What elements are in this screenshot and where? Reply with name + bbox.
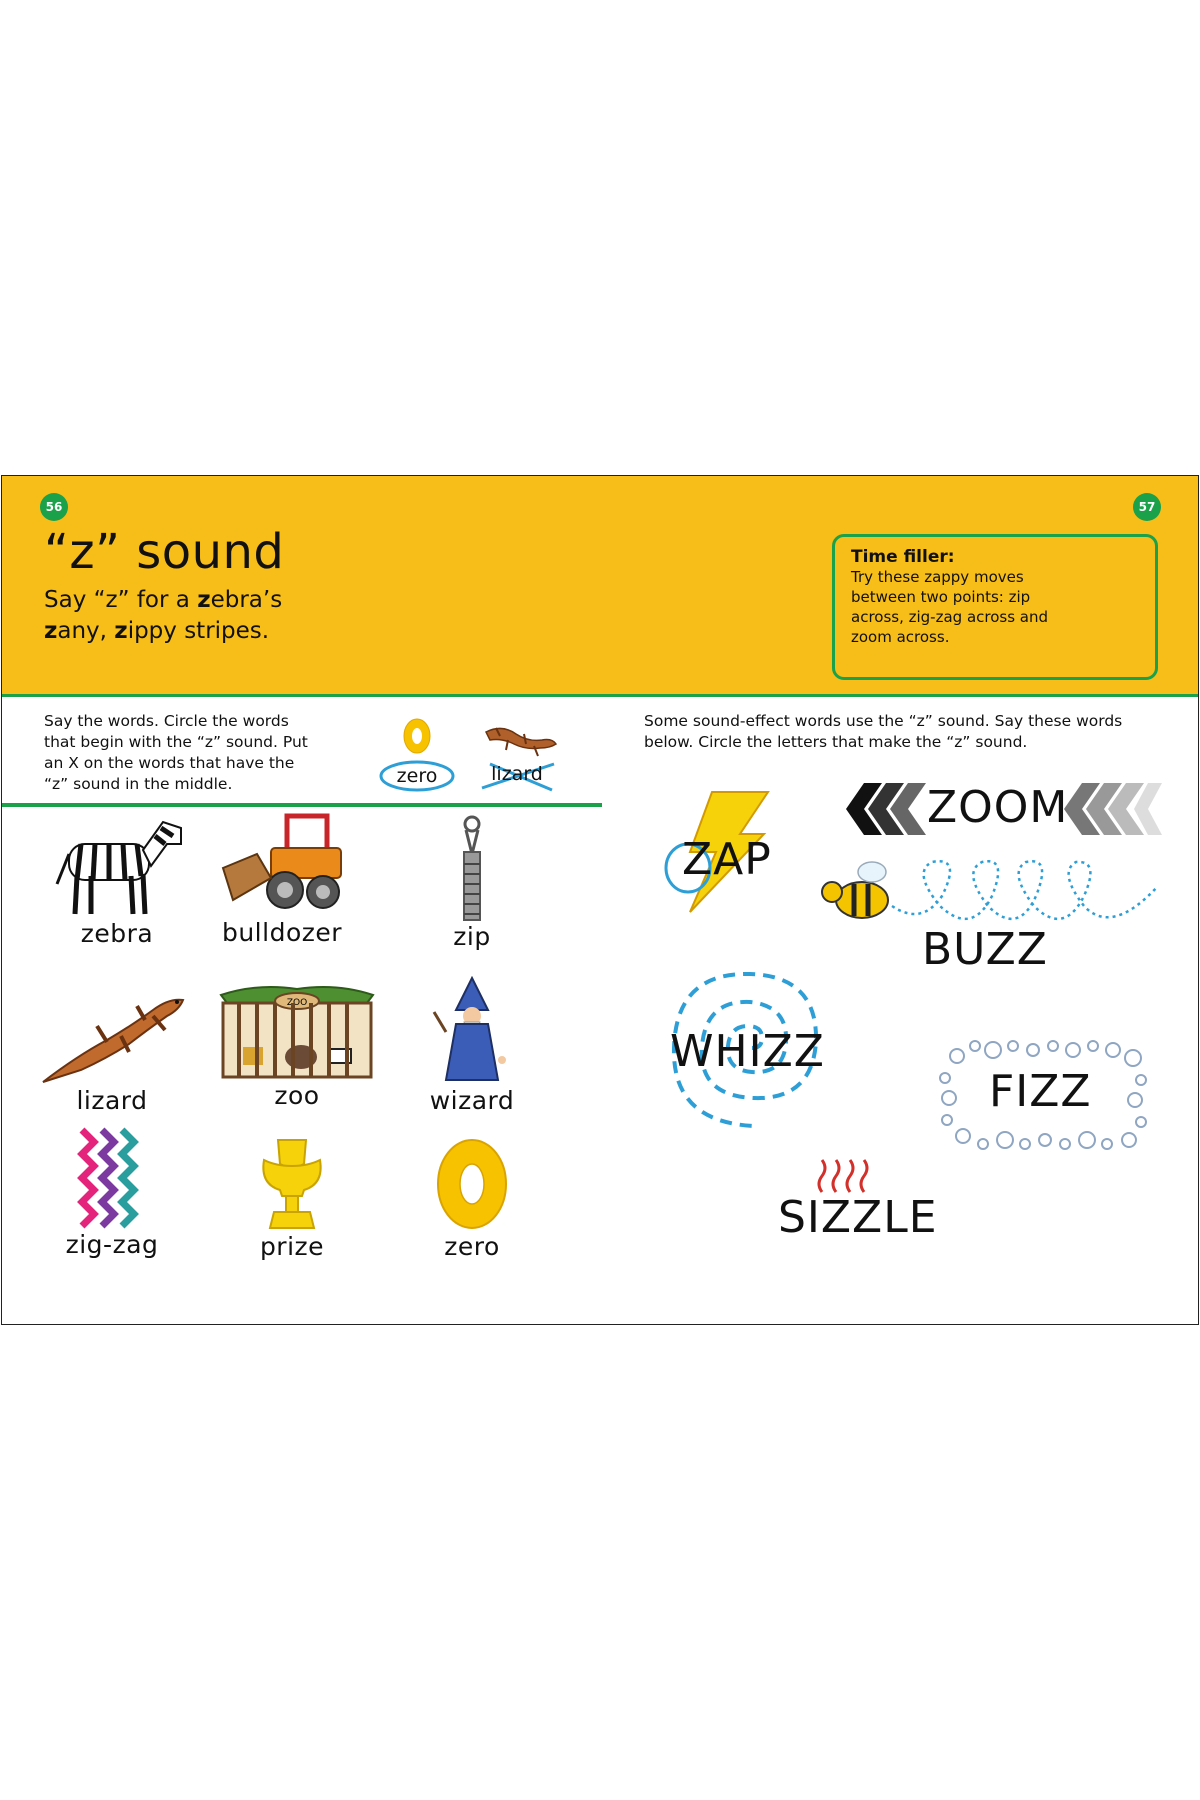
example-zero <box>377 714 457 794</box>
word-bulldozer: bulldozer <box>221 918 343 947</box>
zig-zag-icon <box>72 1126 152 1230</box>
item-zoo <box>217 981 377 1110</box>
sfx-buzz: BUZZ <box>922 924 1048 975</box>
word-zero: zero <box>444 1232 500 1261</box>
right-instructions: Some sound-effect words use the “z” sound. Say these words below. Circle the letters that make the “z” sound. <box>644 712 1123 751</box>
sfx-zap: ZAP <box>682 834 772 885</box>
sfx-whizz: WHIZZ <box>670 1026 825 1077</box>
time-filler-heading: Time filler: <box>851 547 955 567</box>
zip-icon <box>442 814 502 922</box>
page-number-right: 57 <box>1133 493 1161 521</box>
sfx-fizz: FIZZ <box>989 1066 1092 1117</box>
zebra-icon <box>47 814 187 919</box>
wizard-icon <box>432 976 512 1086</box>
sfx-sizzle: SIZZLE <box>778 1192 938 1243</box>
book-spread <box>1 475 1199 1325</box>
time-filler-box <box>832 534 1158 680</box>
item-zero <box>407 1136 537 1261</box>
trophy-icon <box>252 1136 332 1232</box>
left-instructions: Say the words. Circle the words that begin with the “z” sound. Put an X on the words that have the “z” sound in the middle. <box>44 712 308 793</box>
item-bulldozer <box>212 808 352 947</box>
word-zig-zag: zig-zag <box>65 1230 159 1259</box>
header-band <box>2 476 1198 697</box>
page-subtitle: Say “z” for a zebra’s zany, zippy stripes. <box>44 587 283 644</box>
word-zoo: zoo <box>274 1081 320 1110</box>
lizard-icon <box>37 986 187 1086</box>
item-lizard <box>37 986 187 1115</box>
item-prize <box>227 1136 357 1261</box>
example-zero-label: zero <box>396 765 438 787</box>
bulldozer-icon <box>217 808 347 918</box>
item-wizard <box>407 976 537 1115</box>
zoo-sign-text: ZOO <box>286 998 308 1008</box>
page-title: “z” sound <box>44 524 285 580</box>
zero-icon <box>432 1136 512 1232</box>
heat-waves-icon <box>812 1158 872 1194</box>
word-lizard: lizard <box>76 1086 148 1115</box>
item-zig-zag <box>42 1126 182 1259</box>
word-wizard: wizard <box>429 1086 515 1115</box>
example-lizard <box>472 706 562 796</box>
word-prize: prize <box>259 1232 325 1261</box>
item-zip <box>402 814 542 951</box>
time-filler-body: Try these zappy moves between two points: zip across, zig-zag across and zoom across. <box>851 568 1049 646</box>
word-zebra: zebra <box>80 919 154 948</box>
left-green-rule <box>2 803 602 807</box>
word-zip: zip <box>453 922 491 951</box>
item-zebra <box>42 814 192 948</box>
zoo-icon <box>217 981 377 1081</box>
page-number-left: 56 <box>40 493 68 521</box>
example-lizard-label: lizard <box>491 763 543 785</box>
sfx-zoom: ZOOM <box>927 782 1069 833</box>
